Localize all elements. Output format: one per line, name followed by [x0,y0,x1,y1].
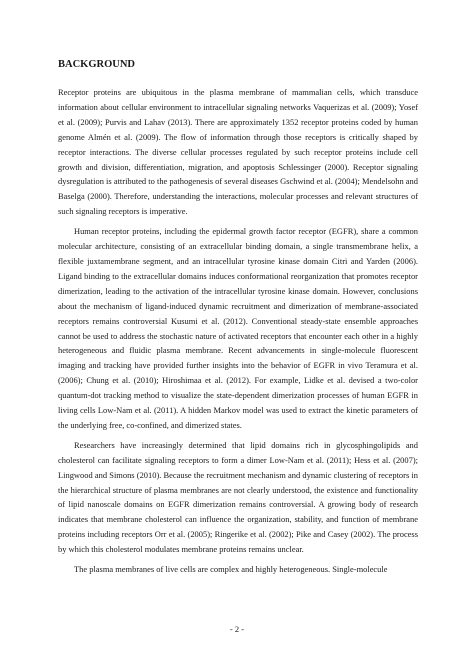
paragraph-receptor-architecture: Human receptor proteins, including the epidermal growth factor receptor (EGFR), share a common molecular architecture, consisting of an extracellular binding domain, a single transmembrane helix, a flexible juxtamembrane segment, and an intracellular tyrosine kinase domain Citri and Yarden (2006). Ligand binding to the extracellular domains induces conformational reorganization that promotes receptor dimerization, leading to the activation of the intracellular tyrosine kinase domain. However, conclusions about the mechanism of ligand-induced dynamic recruitment and dimerization of membrane-associated receptors remains controversial Kusumi et al. (2012). Conventional steady-state ensemble approaches cannot be used to address the stochastic nature of activated receptors that encounter each other in a highly heterogeneous and fluidic plasma membrane. Recent advancements in single-molecule fluorescent imaging and tracking have provided further insights into the behavior of EGFR in vivo Teramura et al. (2006); Chung et al. (2010); Hiroshimaa et al. (2012). For example, Lidke et al. devised a two-color quantum-dot tracking method to visualize the state-dependent dimerization processes of human EGFR in living cells Low-Nam et al. (2011). A hidden Markov model was used to extract the kinetic parameters of the underlying free, co-confined, and dimerized states. [58,226,418,430]
page-content [58,58,418,582]
paragraph-lipid-domains: Researchers have increasingly determined that lipid domains rich in glycosphingolipids and cholesterol can facilitate signaling receptors to form a dimer Low-Nam et al. (2011); Hess et al. (2007); Lingwood and Simons (2010). Because the recruitment mechanism and dynamic clustering of receptors in the hierarchical structure of plasma membranes are not clearly understood, the existence and functionality of lipid nanoscale domains on EGFR dimerization remains controversial. A growing body of research indicates that membrane cholesterol can influence the organization, stability, and function of membrane proteins including receptors Orr et al. (2005); Ringerike et al. (2002); Pike and Casey (2002). The process by which this cholesterol modulates membrane proteins remains unclear. [58,439,418,555]
page-number: - 2 - [229,624,245,634]
paragraph-intro: Receptor proteins are ubiquitous in the plasma membrane of mammalian cells, which transduce information about cellular environment to intracellular signaling networks Vaquerizas et al. (2009); Yosef et al. (2009); Purvis and Lahav (2013). There are approximately 1352 receptor proteins coded by human genome Almén et al. (2009). The flow of information through those receptors is critically shaped by receptor interactions. The diverse cellular processes regulated by such receptor proteins include cell growth and division, differentiation, migration, and apoptosis Schlessinger (2000). Receptor signaling dysregulation is attributed to the pathogenesis of several diseases Gschwind et al. (2004); Mendelsohn and Baselga (2000). Therefore, understanding the interactions, molecular processes and relevant structures of such signaling receptors is imperative. [58,87,418,217]
paragraph-plasma-membranes: The plasma membranes of live cells are complex and highly heterogeneous. Single-molecule [74,564,388,575]
section-heading: BACKGROUND [58,59,136,70]
